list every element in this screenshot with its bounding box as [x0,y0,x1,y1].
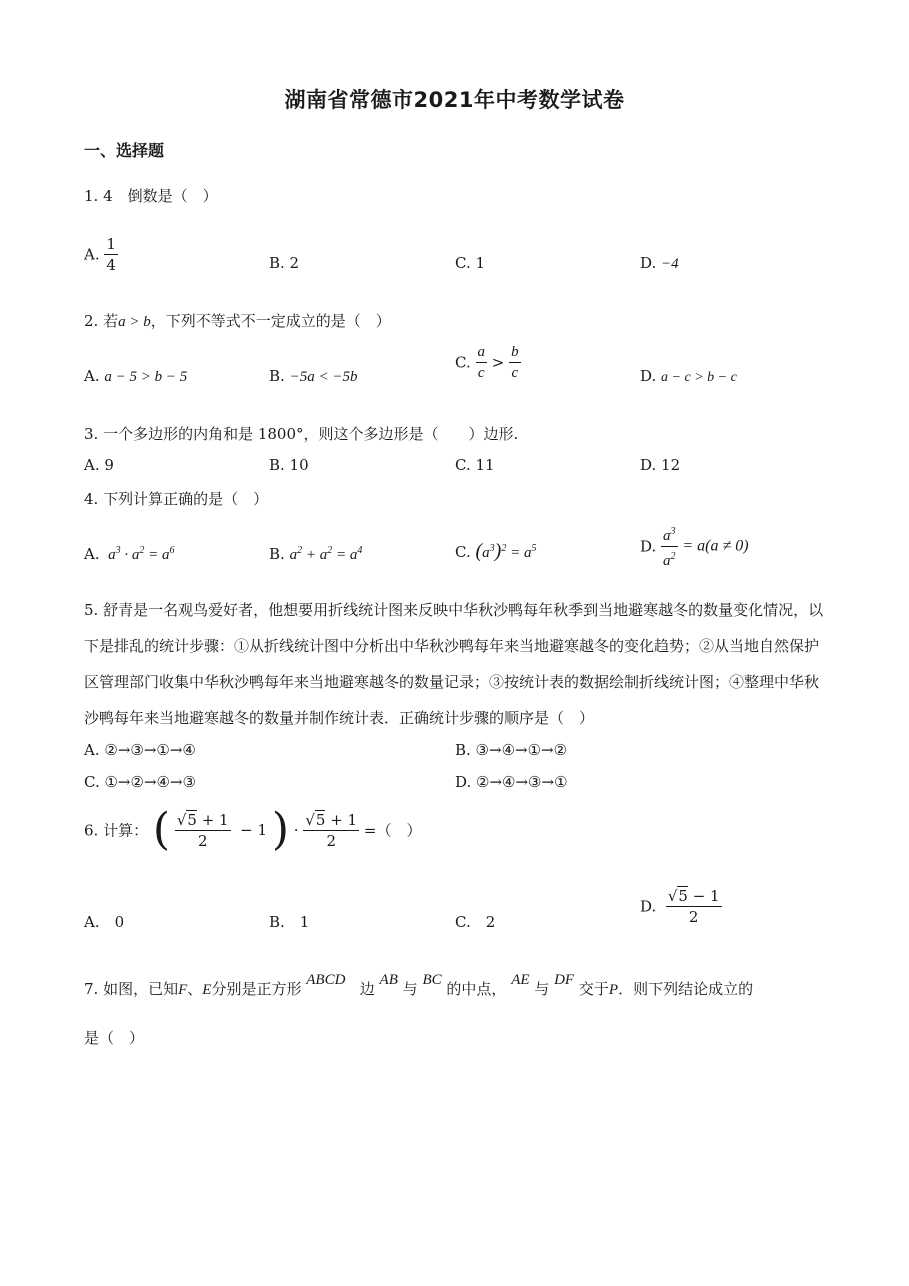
question-1-stem: 1. 4 倒数是（ ） [84,187,218,205]
denominator: $a^2$ [663,551,676,569]
q6-option-a: A. 0 [84,913,125,931]
q1-option-c: C. 1 [455,254,486,272]
math-operator: > [491,353,505,372]
q2-option-b [269,367,357,386]
numerator: b [509,342,521,363]
stem-text: 的中点， [446,980,507,998]
q4-option-a [84,545,175,564]
option-label: B. [269,545,285,563]
q2-option-a [84,367,187,386]
stem-text: 、 [187,980,203,998]
left-paren: ( [152,804,171,855]
numerator: √5 + 1 [305,810,358,829]
math-symbol: P [608,982,619,998]
math-expression: a − c > b − c [661,370,737,385]
q3-option-d: D. 12 [640,456,681,474]
q4-option-b [269,545,362,564]
math-expression: −5a < −5b [289,369,358,385]
stem-text: 6. 计算： [84,821,149,840]
q1-option-a [84,234,118,275]
fraction [509,342,521,383]
q3-option-c: C. 11 [455,456,495,474]
math-symbol: AB [379,972,398,988]
q6-option-b: B. 1 [269,913,310,931]
numerator: $a^3$ [661,522,678,547]
question-3-stem: 3. 一个多边形的内角和是 1800°，则这个多边形是（ ）边形. [84,425,519,443]
option-label: A. [84,545,100,563]
q2-option-c [455,342,521,383]
denominator: 2 [688,908,699,926]
stem-text: 与 [402,980,418,998]
stem-text: 2. 若 [84,312,119,330]
stem-text: 与 [534,980,550,998]
denominator: 2 [326,831,336,850]
math-expression: $(a^3)^2 = a^5$ [475,540,537,562]
q1-option-b: B. 2 [269,254,300,272]
math-symbol: E [202,982,212,998]
q3-option-a: A. 9 [84,456,114,474]
q2-option-d [640,367,737,386]
stem-text: 交于 [578,980,609,998]
q5-option-b: B. ③→④→①→② [455,741,568,759]
question-5-stem: 5. 舒青是一名观鸟爱好者，他想要用折线统计图来反映中华秋沙鸭每年秋季到当地避寒越冬的数量变化情况，以下是排乱的统计步骤：①从折线统计图中分析出中华秋沙鸭每年来当地避寒越冬的变化趋势；②从当地自然保护区管理部门收集中华秋沙鸭每年来当地避寒越冬的数量记录；③按统计表的数据绘制折线统计图；④整理中华秋沙鸭每年来当地避寒越冬的数量并制作统计表．正确统计步骤的顺序是（ ） [84,601,824,727]
q3-option-b: B. 10 [269,456,309,474]
fraction [661,522,678,571]
section-heading: 一、选择题 [84,141,165,160]
stem-text: 边 [359,980,375,998]
math-symbol: F [178,982,188,998]
option-label: D. [640,367,657,385]
q1-option-d [640,254,679,273]
q6-option-d [640,886,722,927]
option-label: C. [455,353,471,372]
option-label: D. [640,254,657,272]
math-expression: = a(a ≠ 0) [682,537,749,555]
q5-option-a: A. ②→③→①→④ [84,741,196,759]
math-expression: −4 [661,256,679,272]
math-expression: − 1 [235,821,268,839]
fraction [476,342,488,383]
stem-text: 7. 如图，已知 [84,980,179,998]
option-label: D. [640,897,657,916]
math-symbol: DF [554,972,575,988]
math-expression: a − 5 > b − 5 [104,369,188,385]
page-title: 湖南省常德市2021年中考数学试卷 [284,88,625,112]
fraction [175,810,231,851]
math-symbol: BC [422,972,442,988]
option-label: A. [84,367,100,385]
right-paren: ) [271,804,289,855]
question-7-stem [84,972,754,999]
numerator: a [476,342,488,363]
fraction [303,810,359,851]
math-expression: $a^2 + a^2 = a^4$ [289,545,363,563]
denominator: c [511,365,519,381]
fraction [104,234,118,275]
denominator: 4 [106,256,116,274]
fraction [666,886,722,927]
stem-text: ．则下列结论成立的 [618,980,754,998]
question-4-stem: 4. 下列计算正确的是（ ） [84,490,269,508]
option-label: C. [455,543,471,561]
option-label: A. [84,245,100,264]
q4-option-d [640,522,749,571]
option-label: D. [640,537,657,556]
option-label: B. [269,367,285,385]
math-symbol: AE [511,972,530,988]
denominator: 2 [197,831,208,850]
q5-option-d: D. ②→④→③→① [455,773,568,791]
stem-text: ，下列不等式不一定成立的是（ ） [150,312,391,330]
denominator: c [477,365,485,381]
math-expression: $a^3 \cdot a^2 = a^6$ [104,545,175,563]
question-6-stem [84,804,422,855]
numerator: √5 − 1 [667,887,720,905]
stem-text: 分别是正方形 [211,980,302,998]
q6-option-c: C. 2 [455,913,496,931]
math-operator: · [293,821,299,839]
numerator: √5 + 1 [176,810,229,829]
question-2-stem [84,310,391,331]
numerator: 1 [106,235,116,253]
question-7-stem-line2: 是（ ） [84,1029,145,1047]
math-expression: a > b [118,314,151,330]
q4-option-c [455,540,536,563]
q5-option-c: C. ①→②→④→③ [84,773,196,791]
math-symbol: ABCD [306,972,346,988]
stem-text: =（ ） [363,821,422,840]
